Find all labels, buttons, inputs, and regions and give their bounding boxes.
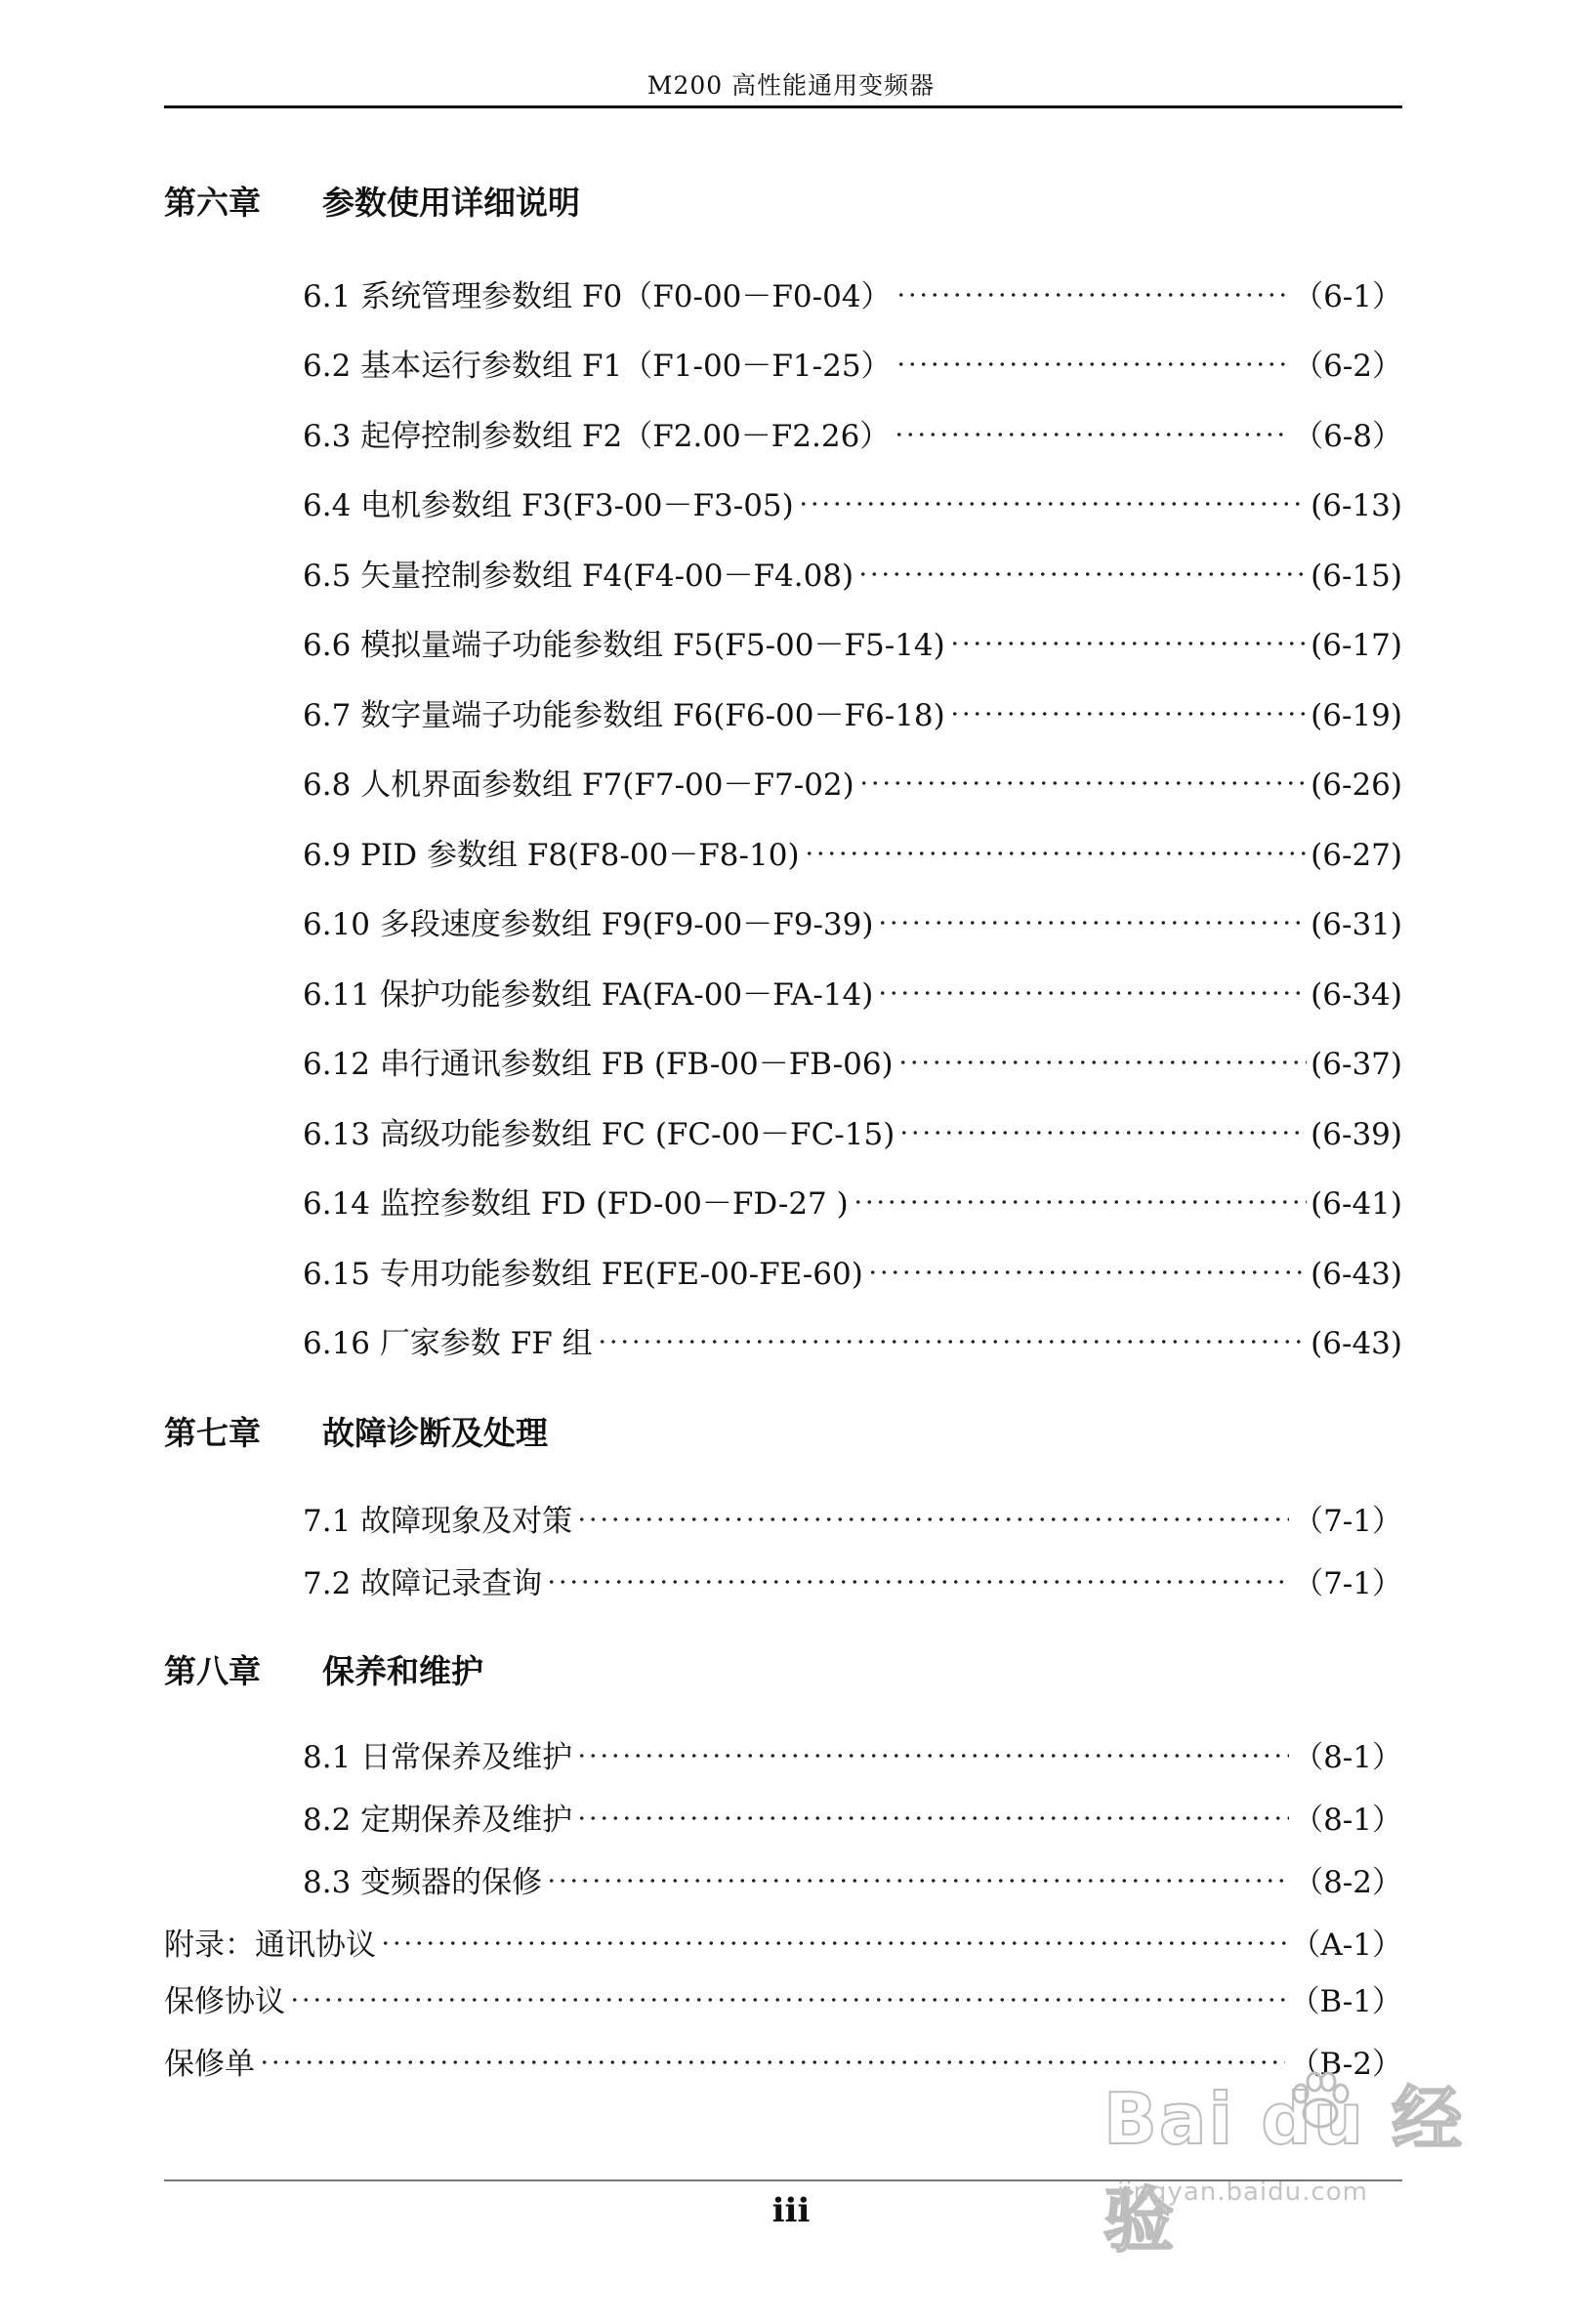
toc-entry-title: 6.5 矢量控制参数组 F4(F4-00－F4.08): [303, 559, 854, 594]
toc-entry-title: 6.11 保护功能参数组 FA(FA-00－FA-14): [303, 977, 874, 1013]
dot-leader: [804, 851, 1308, 856]
toc-entry-title: 保修单: [164, 2047, 255, 2082]
toc-entry-title: 8.2 定期保养及维护: [303, 1803, 573, 1838]
dot-leader: [857, 571, 1307, 577]
dot-leader: [858, 780, 1307, 786]
toc-entry-page: (6-43): [1311, 1326, 1402, 1361]
watermark-url: jingyan.baidu.com: [1117, 2178, 1368, 2207]
dot-leader: [597, 1339, 1308, 1345]
toc-entry-6-8[interactable]: [303, 760, 1402, 803]
toc-entry-page: (6-26): [1311, 768, 1402, 803]
dot-leader: [576, 1753, 1289, 1759]
toc-entry-6-4[interactable]: [303, 480, 1402, 523]
dot-leader: [576, 1815, 1289, 1821]
toc-entry-title: 6.3 起停控制参数组 F2（F2.00－F2.26）: [303, 419, 891, 454]
toc-entry-page: （7-1）: [1293, 1504, 1402, 1539]
dot-leader: [895, 361, 1290, 367]
dot-leader: [380, 1940, 1286, 1946]
toc-entry-title: 8.1 日常保养及维护: [303, 1740, 573, 1775]
toc-entry-title: 6.1 系统管理参数组 F0（F0-00－F0-04）: [303, 279, 892, 314]
chapter-title: 故障诊断及处理: [322, 1414, 548, 1452]
chapter-heading-7: [164, 1408, 548, 1454]
toc-entry-6-12[interactable]: [303, 1039, 1402, 1082]
dot-leader: [949, 711, 1307, 717]
dot-leader: [853, 1199, 1307, 1205]
chapter-heading-6: [164, 178, 580, 224]
toc-entry-page: （7-1）: [1293, 1566, 1402, 1601]
toc-entry-page: (6-17): [1311, 628, 1402, 663]
toc-entry-page: (6-39): [1311, 1117, 1402, 1152]
dot-leader: [894, 432, 1289, 437]
toc-entry-page: (6-34): [1311, 977, 1402, 1013]
running-header-title: M200 高性能通用变频器: [646, 71, 936, 100]
chapter-number: 第八章: [164, 1652, 261, 1690]
toc-entry-page: (6-19): [1311, 698, 1402, 733]
toc-entry-title: 保修协议: [164, 1984, 285, 2019]
dot-leader: [897, 1059, 1308, 1065]
toc-entry-6-9[interactable]: [303, 830, 1402, 873]
toc-entry-page: （B-2）: [1289, 2047, 1402, 2082]
dot-leader: [867, 1269, 1307, 1275]
toc-entry-6-1[interactable]: [303, 271, 1402, 314]
dot-leader: [798, 501, 1307, 507]
toc-entry-6-2[interactable]: [303, 341, 1402, 384]
toc-entry-title: 6.13 高级功能参数组 FC (FC-00－FC-15): [303, 1117, 895, 1152]
dot-leader: [289, 1997, 1285, 2003]
toc-entry-6-6[interactable]: [303, 620, 1402, 663]
toc-entry-8-1[interactable]: [303, 1732, 1402, 1775]
toc-entry-title: 6.14 监控参数组 FD (FD-00－FD-27 ): [303, 1186, 849, 1222]
toc-entry-title: 6.6 模拟量端子功能参数组 F5(F5-00－F5-14): [303, 628, 945, 663]
paw-icon: [1285, 2068, 1355, 2138]
toc-entry-7-1[interactable]: [303, 1496, 1402, 1539]
toc-entry-6-3[interactable]: [303, 411, 1402, 454]
toc-entry-page: （8-1）: [1293, 1740, 1402, 1775]
toc-entry-page: (6-15): [1311, 559, 1402, 594]
dot-leader: [895, 292, 1290, 298]
toc-entry-title: 8.3 变频器的保修: [303, 1865, 543, 1900]
header-rule: [164, 105, 1402, 108]
toc-entry-page: （8-1）: [1293, 1803, 1402, 1838]
chapter-title: 参数使用详细说明: [322, 184, 580, 222]
toc-entry-title: 7.1 故障现象及对策: [303, 1504, 573, 1539]
toc-entry-page: （8-2）: [1293, 1865, 1402, 1900]
toc-entry-title: 6.4 电机参数组 F3(F3-00－F3-05): [303, 488, 794, 523]
toc-entry-title: 7.2 故障记录查询: [303, 1566, 543, 1601]
watermark-logo-text: Bai du 经验: [1103, 2078, 1465, 2262]
toc-entry-appendix[interactable]: [164, 1920, 1402, 1963]
toc-entry-page: （6-1）: [1293, 279, 1402, 314]
toc-entry-8-3[interactable]: [303, 1857, 1402, 1900]
toc-entry-page: (6-43): [1311, 1257, 1402, 1292]
toc-entry-title: 附录：通讯协议: [164, 1928, 376, 1963]
toc-entry-page: (6-13): [1311, 488, 1402, 523]
toc-entry-6-11[interactable]: [303, 970, 1402, 1013]
toc-entry-6-15[interactable]: [303, 1249, 1402, 1292]
chapter-title: 保养和维护: [322, 1652, 483, 1690]
page-number: iii: [771, 2191, 811, 2230]
dot-leader: [877, 920, 1307, 926]
toc-entry-page: (6-37): [1311, 1047, 1402, 1082]
dot-leader: [546, 1579, 1289, 1585]
toc-entry-6-14[interactable]: [303, 1179, 1402, 1222]
toc-entry-6-16[interactable]: [303, 1318, 1402, 1361]
toc-entry-6-5[interactable]: [303, 551, 1402, 594]
dot-leader: [546, 1878, 1289, 1884]
toc-entry-7-2[interactable]: [303, 1558, 1402, 1601]
toc-entry-8-2[interactable]: [303, 1795, 1402, 1838]
toc-entry-page: （6-2）: [1293, 349, 1402, 384]
toc-entry-6-10[interactable]: [303, 899, 1402, 942]
toc-entry-title: 6.10 多段速度参数组 F9(F9-00－F9-39): [303, 907, 874, 942]
toc-entry-page: (6-41): [1311, 1186, 1402, 1222]
footer-rule: [164, 2179, 1402, 2181]
chapter-number: 第六章: [164, 184, 261, 222]
toc-entry-6-13[interactable]: [303, 1109, 1402, 1152]
chapter-number: 第七章: [164, 1414, 261, 1452]
toc-entry-6-7[interactable]: [303, 690, 1402, 733]
toc-entry-page: (6-27): [1311, 838, 1402, 873]
toc-entry-title: 6.8 人机界面参数组 F7(F7-00－F7-02): [303, 768, 854, 803]
toc-entry-page: (6-31): [1311, 907, 1402, 942]
toc-entry-page: （6-8）: [1293, 419, 1402, 454]
toc-entry-title: 6.16 厂家参数 FF 组: [303, 1326, 593, 1361]
toc-entry-title: 6.15 专用功能参数组 FE(FE-00-FE-60): [303, 1257, 863, 1292]
dot-leader: [898, 1130, 1307, 1136]
dot-leader: [877, 990, 1307, 996]
chapter-heading-8: [164, 1646, 483, 1692]
toc-entry-page: （B-1）: [1289, 1984, 1402, 2019]
toc-entry-title: 6.2 基本运行参数组 F1（F1-00－F1-25）: [303, 349, 892, 384]
dot-leader: [949, 641, 1307, 646]
dot-leader: [576, 1516, 1289, 1522]
toc-entry-title: 6.9 PID 参数组 F8(F8-00－F8-10): [303, 838, 800, 873]
toc-entry-warranty-agreement[interactable]: [164, 1976, 1402, 2019]
toc-entry-title: 6.7 数字量端子功能参数组 F6(F6-00－F6-18): [303, 698, 945, 733]
toc-entry-page: （A-1）: [1290, 1928, 1402, 1963]
toc-entry-title: 6.12 串行通讯参数组 FB (FB-00－FB-06): [303, 1047, 894, 1082]
